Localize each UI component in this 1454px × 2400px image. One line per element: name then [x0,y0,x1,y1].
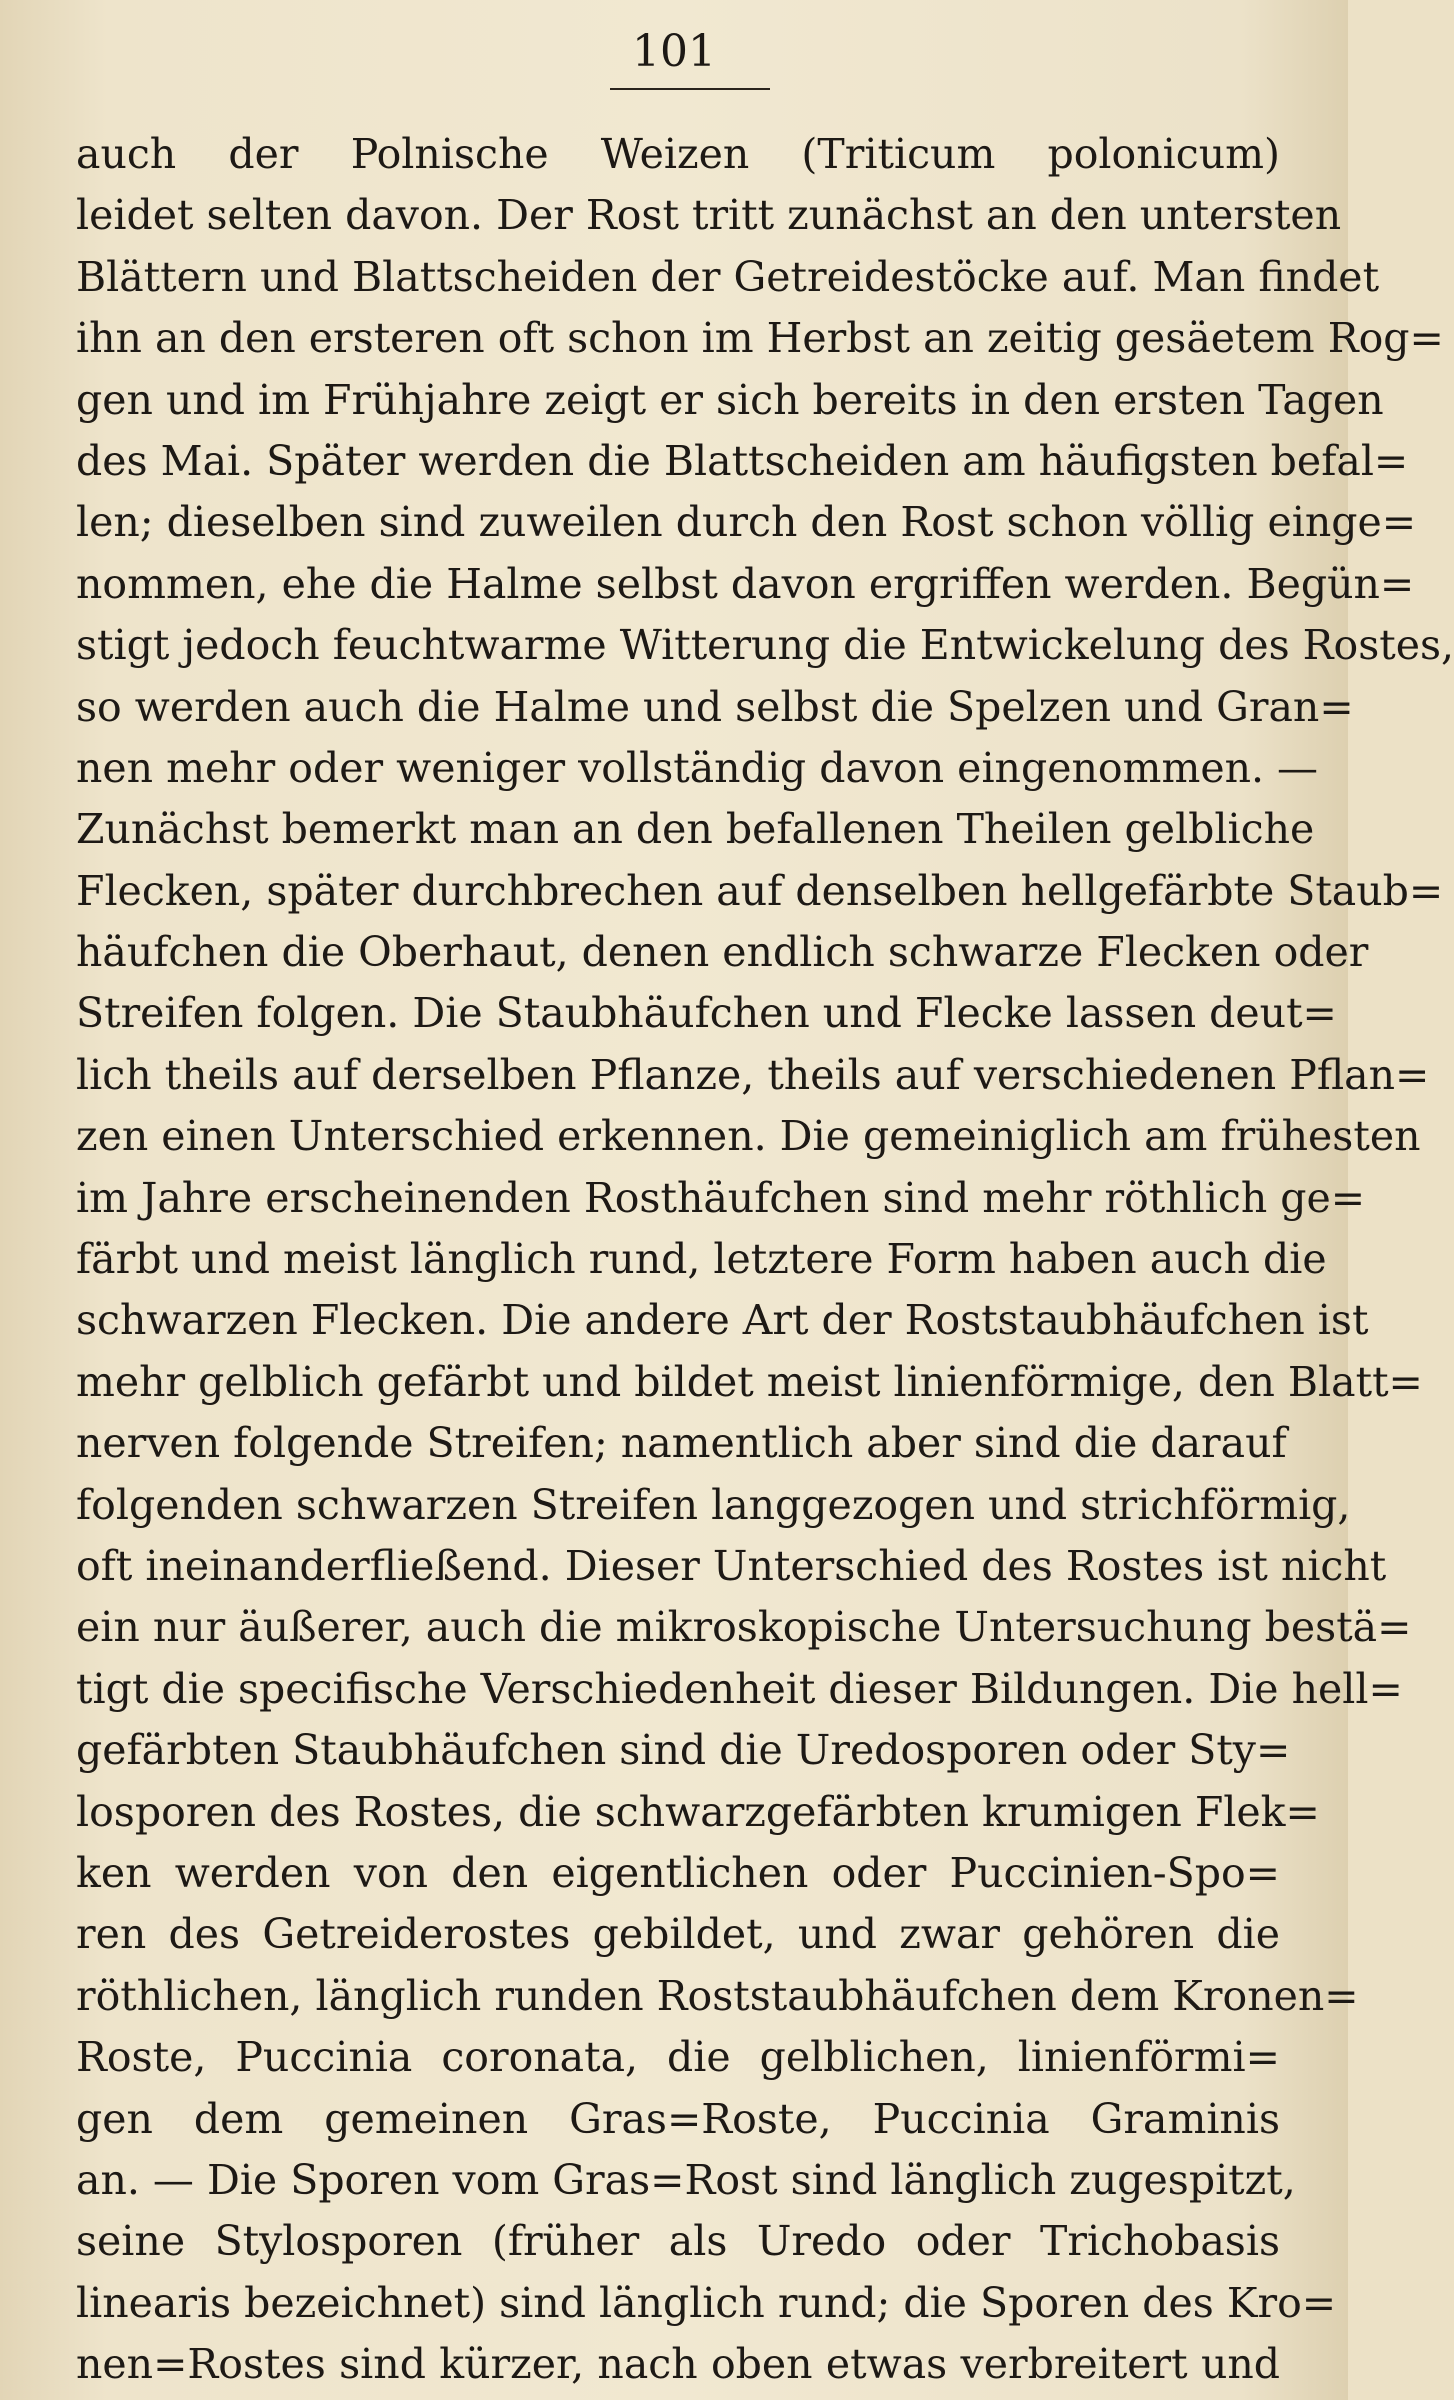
text-line: len; dieselben sind zuweilen durch den Rost schon völlig einge= [76,498,1417,547]
text-line: zen einen Unterschied erkennen. Die gemeiniglich am frühesten [76,1112,1421,1161]
text-line: tigt die specifische Verschiedenheit dieser Bildungen. Die hell= [76,1664,1403,1713]
text-line: seine Stylosporen (früher als Uredo oder Trichobasis [76,2217,1280,2266]
text-line: Blättern und Blattscheiden der Getreidestöcke auf. Man findet [76,252,1380,301]
text-line: leidet selten davon. Der Rost tritt zunächst an den untersten [76,191,1342,240]
text-line: färbt und meist länglich rund, letztere Form haben auch die [76,1235,1327,1284]
text-line: Roste, Puccinia coronata, die gelblichen, linienförmi= [76,2033,1280,2082]
text-line: schwarzen Flecken. Die andere Art der Roststaubhäufchen ist [76,1296,1369,1345]
text-line: nen mehr oder weniger vollständig davon eingenommen. — [76,743,1319,792]
text-line: lich theils auf derselben Pflanze, theils auf verschiedenen Pflan= [76,1050,1430,1099]
text-line: mehr gelblich gefärbt und bildet meist linienförmige, den Blatt= [76,1357,1423,1406]
text-line: nerven folgende Streifen; namentlich aber sind die darauf [76,1419,1287,1468]
text-line: ihn an den ersteren oft schon im Herbst an zeitig gesäetem Rog= [76,314,1444,363]
text-line: nen=Rostes sind kürzer, nach oben etwas verbreitert und [76,2340,1280,2389]
page-number: 101 [632,26,716,77]
text-line: Streifen folgen. Die Staubhäufchen und Flecke lassen deut= [76,989,1337,1038]
text-line: im Jahre erscheinenden Rosthäufchen sind mehr röthlich ge= [76,1173,1366,1222]
text-line: auch der Polnische Weizen (Triticum polonicum) [76,130,1280,178]
header-rule [610,88,770,90]
text-line: an. — Die Sporen vom Gras=Rost sind länglich zugespitzt, [76,2155,1296,2204]
text-line: linearis bezeichnet) sind länglich rund; die Sporen des Kro= [76,2278,1337,2327]
text-line: losporen des Rostes, die schwarzgefärbten krumigen Flek= [76,1787,1320,1836]
text-line: röthlichen, länglich runden Roststaubhäufchen dem Kronen= [76,1971,1359,2020]
body-text [76,124,1454,2395]
text-line: stigt jedoch feuchtwarme Witterung die Entwickelung des Rostes, [76,621,1454,670]
text-line: gen und im Frühjahre zeigt er sich bereits in den ersten Tagen [76,375,1384,424]
text-line: ein nur äußerer, auch die mikroskopische Untersuchung bestä= [76,1603,1412,1652]
text-line: nommen, ehe die Halme selbst davon ergriffen werden. Begün= [76,559,1415,608]
text-line: gen dem gemeinen Gras=Roste, Puccinia Graminis [76,2094,1280,2143]
text-line: häufchen die Oberhaut, denen endlich schwarze Flecken oder [76,928,1369,977]
text-line: ren des Getreiderostes gebildet, und zwar gehören die [76,1910,1280,1959]
text-line: oft ineinanderfließend. Dieser Unterschied des Rostes ist nicht [76,1541,1387,1590]
text-line: folgenden schwarzen Streifen langgezogen und strichförmig, [76,1480,1351,1529]
text-line: gefärbten Staubhäufchen sind die Uredosporen oder Sty= [76,1726,1291,1775]
text-line: Zunächst bemerkt man an den befallenen Theilen gelbliche [76,805,1315,854]
text-line: des Mai. Später werden die Blattscheiden am häufigsten befal= [76,436,1409,485]
text-line: so werden auch die Halme und selbst die Spelzen und Gran= [76,682,1354,731]
text-line: ken werden von den eigentlichen oder Puccinien-Spo= [76,1848,1280,1897]
text-line: Flecken, später durchbrechen auf denselben hellgefärbte Staub= [76,866,1444,915]
